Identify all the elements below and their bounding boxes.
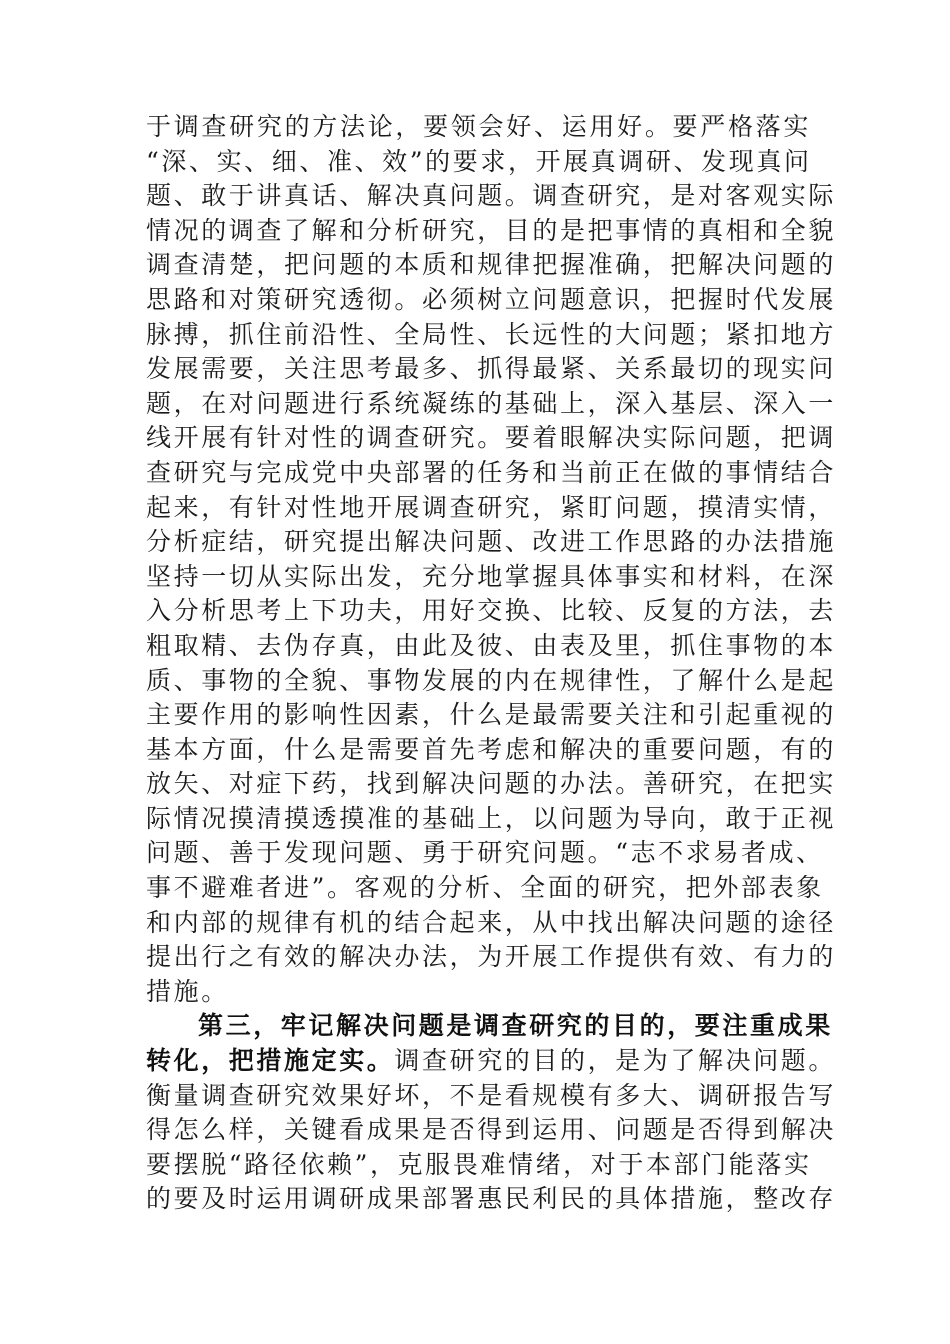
text-line: 分析症结，研究提出解决问题、改进工作思路的办法措施	[146, 527, 837, 557]
text-line: 线开展有针对性的调查研究。要着眼解决实际问题，把调	[146, 423, 837, 453]
text-line: 发展需要，关注思考最多、抓得最紧、关系最切的现实问	[146, 354, 837, 384]
section-heading-continuation: 转化，把措施定实。	[146, 1046, 395, 1076]
text-line: 和内部的规律有机的结合起来，从中找出解决问题的途径	[146, 907, 837, 937]
section-heading: 第三，牢记解决问题是调查研究的目的，要注重成果	[198, 1011, 833, 1041]
text-line: 放矢、对症下药，找到解决问题的办法。善研究，在把实	[146, 769, 837, 799]
document-body	[146, 110, 837, 1217]
text-line	[146, 1044, 837, 1079]
text-line: 查研究与完成党中央部署的任务和当前正在做的事情结合	[146, 457, 837, 487]
text-line: 脉搏，抓住前沿性、全局性、长远性的大问题；紧扣地方	[146, 319, 837, 349]
text-line: 基本方面，什么是需要首先考虑和解决的重要问题，有的	[146, 734, 837, 764]
paragraph-third-point	[146, 1009, 837, 1217]
text-line: 要摆脱“路径依赖”，克服畏难情绪，对于本部门能落实	[146, 1149, 812, 1179]
text-line: 入分析思考上下功夫，用好交换、比较、反复的方法，去	[146, 596, 837, 626]
text-line: 起来，有针对性地开展调查研究，紧盯问题，摸清实情，	[146, 492, 837, 522]
text-line: 题，在对问题进行系统凝练的基础上，深入基层、深入一	[146, 388, 837, 418]
text-line: 得怎么样，关键看成果是否得到运用、问题是否得到解决	[146, 1115, 837, 1145]
text-line: 的要及时运用调研成果部署惠民利民的具体措施，整改存	[146, 1184, 837, 1214]
text-line: 主要作用的影响性因素，什么是最需要关注和引起重视的	[146, 700, 837, 730]
text-line: 题、敢于讲真话、解决真问题。调查研究，是对客观实际	[146, 181, 837, 211]
text-line: 于调查研究的方法论，要领会好、运用好。要严格落实	[146, 112, 811, 141]
text-line: 事不避难者进”。客观的分析、全面的研究，把外部表象	[146, 873, 824, 903]
text-line: 措施。	[146, 976, 229, 1006]
text-run: 调查研究的目的，是为了解决问题。	[394, 1046, 837, 1076]
text-line: 情况的调查了解和分析研究，目的是把事情的真相和全貌	[146, 215, 837, 245]
text-line: “深、实、细、准、效”的要求，开展真调研、发现真问	[146, 146, 812, 176]
text-line: 问题、善于发现问题、勇于研究问题。“志不求易者成、	[146, 838, 824, 868]
text-line: 际情况摸清摸透摸准的基础上，以问题为导向，敢于正视	[146, 803, 837, 833]
text-line: 提出行之有效的解决办法，为开展工作提供有效、有力的	[146, 942, 837, 972]
text-line: 质、事物的全貌、事物发展的内在规律性，了解什么是起	[146, 665, 837, 695]
text-line: 衡量调查研究效果好坏，不是看规模有多大、调研报告写	[146, 1080, 837, 1110]
text-line: 坚持一切从实际出发，充分地掌握具体事实和材料，在深	[146, 561, 837, 591]
text-line: 粗取精、去伪存真，由此及彼、由表及里，抓住事物的本	[146, 630, 837, 660]
text-line: 思路和对策研究透彻。必须树立问题意识，把握时代发展	[146, 284, 837, 314]
paragraph-research-methodology	[146, 110, 837, 1009]
text-line: 调查清楚，把问题的本质和规律把握准确，把解决问题的	[146, 250, 837, 280]
